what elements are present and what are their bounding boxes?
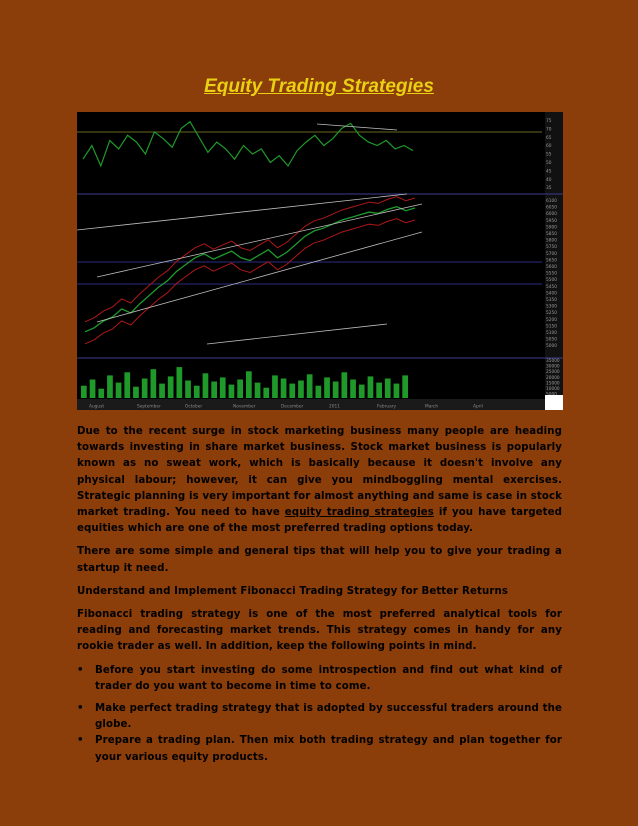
price-tick-label: 5400 bbox=[546, 291, 557, 297]
price-tick-label: 5100 bbox=[546, 331, 557, 336]
volume-bar bbox=[142, 379, 148, 399]
volume-tick-label: 30000 bbox=[546, 364, 560, 370]
volume-bar bbox=[237, 380, 243, 399]
axis-corner bbox=[545, 395, 563, 410]
volume-bar bbox=[368, 376, 374, 398]
rsi-tick-label: 60 bbox=[546, 144, 552, 150]
month-label: October bbox=[185, 404, 203, 410]
price-tick-label: 6050 bbox=[546, 205, 557, 211]
paragraph-subheading: Understand and Implement Fibonacci Trading Strategy for Better Returns bbox=[77, 585, 508, 597]
volume-bar bbox=[116, 383, 122, 398]
price-tick-label: 5150 bbox=[546, 324, 557, 330]
month-label: 2011 bbox=[329, 404, 340, 410]
volume-bar bbox=[220, 377, 226, 398]
equity-trading-strategies-link[interactable]: equity trading strategies bbox=[284, 507, 434, 519]
paragraph-intro bbox=[77, 424, 562, 537]
trendline bbox=[77, 194, 407, 230]
volume-bar bbox=[194, 386, 200, 398]
trendline bbox=[317, 124, 397, 130]
volume-bar bbox=[255, 383, 261, 398]
volume-bar bbox=[324, 377, 330, 398]
volume-bar bbox=[81, 386, 87, 398]
volume-bar bbox=[151, 369, 157, 398]
volume-bar bbox=[159, 384, 165, 398]
stock-chart bbox=[77, 112, 563, 410]
price-tick-label: 5650 bbox=[546, 258, 557, 264]
rsi-tick-label: 40 bbox=[546, 177, 552, 183]
volume-bar bbox=[342, 372, 348, 398]
volume-tick-label: 35000 bbox=[546, 359, 560, 364]
volume-bar bbox=[402, 375, 408, 398]
price-tick-label: 5350 bbox=[546, 298, 557, 303]
price-tick-label: 5900 bbox=[546, 225, 557, 231]
bollinger-upper-band bbox=[85, 197, 415, 322]
month-label: November bbox=[233, 404, 256, 410]
price-tick-label: 6000 bbox=[546, 212, 557, 218]
volume-bar bbox=[203, 373, 209, 398]
rsi-tick-label: 45 bbox=[546, 169, 552, 175]
rsi-tick-label: 55 bbox=[546, 152, 552, 158]
price-tick-label: 5500 bbox=[546, 278, 557, 284]
price-tick-label: 5550 bbox=[546, 271, 557, 277]
price-tick-label: 5300 bbox=[546, 304, 557, 310]
volume-bar bbox=[298, 381, 304, 399]
list-item: • Make perfect trading strategy that is adopted by successful traders around the globe. bbox=[77, 701, 562, 733]
month-label: September bbox=[137, 404, 161, 410]
volume-bar bbox=[272, 375, 278, 398]
volume-bar bbox=[133, 387, 139, 398]
volume-tick-label: 20000 bbox=[546, 375, 560, 381]
price-tick-label: 6100 bbox=[546, 199, 557, 204]
page-title: Equity Trading Strategies bbox=[204, 76, 434, 97]
stock-chart-svg bbox=[77, 112, 563, 410]
trendline bbox=[97, 204, 422, 277]
volume-bar bbox=[333, 382, 339, 399]
price-tick-label: 5000 bbox=[546, 344, 557, 350]
month-label: February bbox=[377, 404, 397, 410]
volume-bar bbox=[359, 385, 365, 398]
month-label: March bbox=[425, 404, 439, 410]
price-tick-label: 5700 bbox=[546, 251, 557, 257]
volume-bar bbox=[350, 380, 356, 399]
bollinger-lower-band bbox=[85, 219, 415, 344]
price-tick-label: 5200 bbox=[546, 317, 557, 323]
volume-bar bbox=[98, 389, 104, 398]
volume-bar bbox=[229, 385, 235, 398]
rsi-tick-label: 35 bbox=[546, 186, 552, 192]
price-tick-label: 5800 bbox=[546, 238, 557, 244]
rsi-tick-label: 65 bbox=[546, 135, 552, 141]
volume-tick-label: 15000 bbox=[546, 381, 560, 387]
paragraph-fibonacci: Fibonacci trading strategy is one of the most preferred analytical tools for reading and forecasting market trends. This strategy comes in handy for any rookie trader as well. In addition, keep the following points in mind. bbox=[77, 609, 562, 653]
rsi-tick-label: 70 bbox=[546, 127, 552, 133]
paragraph-intro-text: Due to the recent surge in stock marketing business many people are heading towards investing in share market business. Stock market business is popularly known as no sweat work, which is basically because it doesn't involve any physical labour; however, it can give you mindboggling mental exercises. Strategic planning is very important for almost anything and same is case in stock market trading. You need to have bbox=[77, 426, 562, 519]
volume-bar bbox=[211, 382, 217, 399]
tips-list bbox=[77, 663, 562, 766]
rsi-line bbox=[83, 122, 413, 166]
volume-bar bbox=[107, 375, 113, 398]
volume-bar bbox=[90, 380, 96, 399]
volume-bar bbox=[316, 386, 322, 398]
volume-tick-label: 25000 bbox=[546, 370, 560, 376]
volume-bar bbox=[185, 381, 191, 399]
trendline bbox=[207, 324, 387, 344]
month-label: December bbox=[281, 404, 304, 410]
paragraph-intro-text-end: if you have targeted equities which are one of the most preferred trading options today. bbox=[77, 507, 562, 535]
month-label: April bbox=[473, 404, 483, 410]
rsi-tick-label: 75 bbox=[546, 119, 552, 124]
month-label: August bbox=[89, 404, 105, 410]
volume-bar bbox=[263, 388, 269, 398]
volume-bar bbox=[246, 371, 252, 398]
price-tick-label: 5850 bbox=[546, 232, 557, 237]
list-item: • Before you start investing do some introspection and find out what kind of trader do you want to become in time to come. bbox=[77, 663, 562, 695]
volume-bar bbox=[307, 374, 313, 398]
price-tick-label: 5950 bbox=[546, 218, 557, 224]
price-tick-label: 5250 bbox=[546, 311, 557, 317]
rsi-tick-label: 50 bbox=[546, 161, 552, 166]
volume-tick-label: 10000 bbox=[546, 387, 560, 392]
price-tick-label: 5450 bbox=[546, 284, 557, 290]
paragraph-tips: There are some simple and general tips that will help you to give your trading a startup it need. bbox=[77, 546, 562, 574]
volume-bar bbox=[168, 376, 174, 398]
volume-bar bbox=[124, 372, 130, 398]
volume-bar bbox=[177, 367, 183, 398]
list-item: • Prepare a trading plan. Then mix both trading strategy and plan together for your various equity products. bbox=[77, 733, 562, 765]
volume-bar bbox=[394, 384, 400, 398]
price-tick-label: 5050 bbox=[546, 337, 557, 343]
volume-bar bbox=[376, 383, 382, 398]
volume-bar bbox=[289, 384, 295, 398]
volume-bar bbox=[281, 379, 287, 399]
article-body bbox=[77, 424, 562, 766]
price-tick-label: 5750 bbox=[546, 245, 557, 251]
price-tick-label: 5600 bbox=[546, 265, 557, 270]
volume-bar bbox=[385, 379, 391, 399]
